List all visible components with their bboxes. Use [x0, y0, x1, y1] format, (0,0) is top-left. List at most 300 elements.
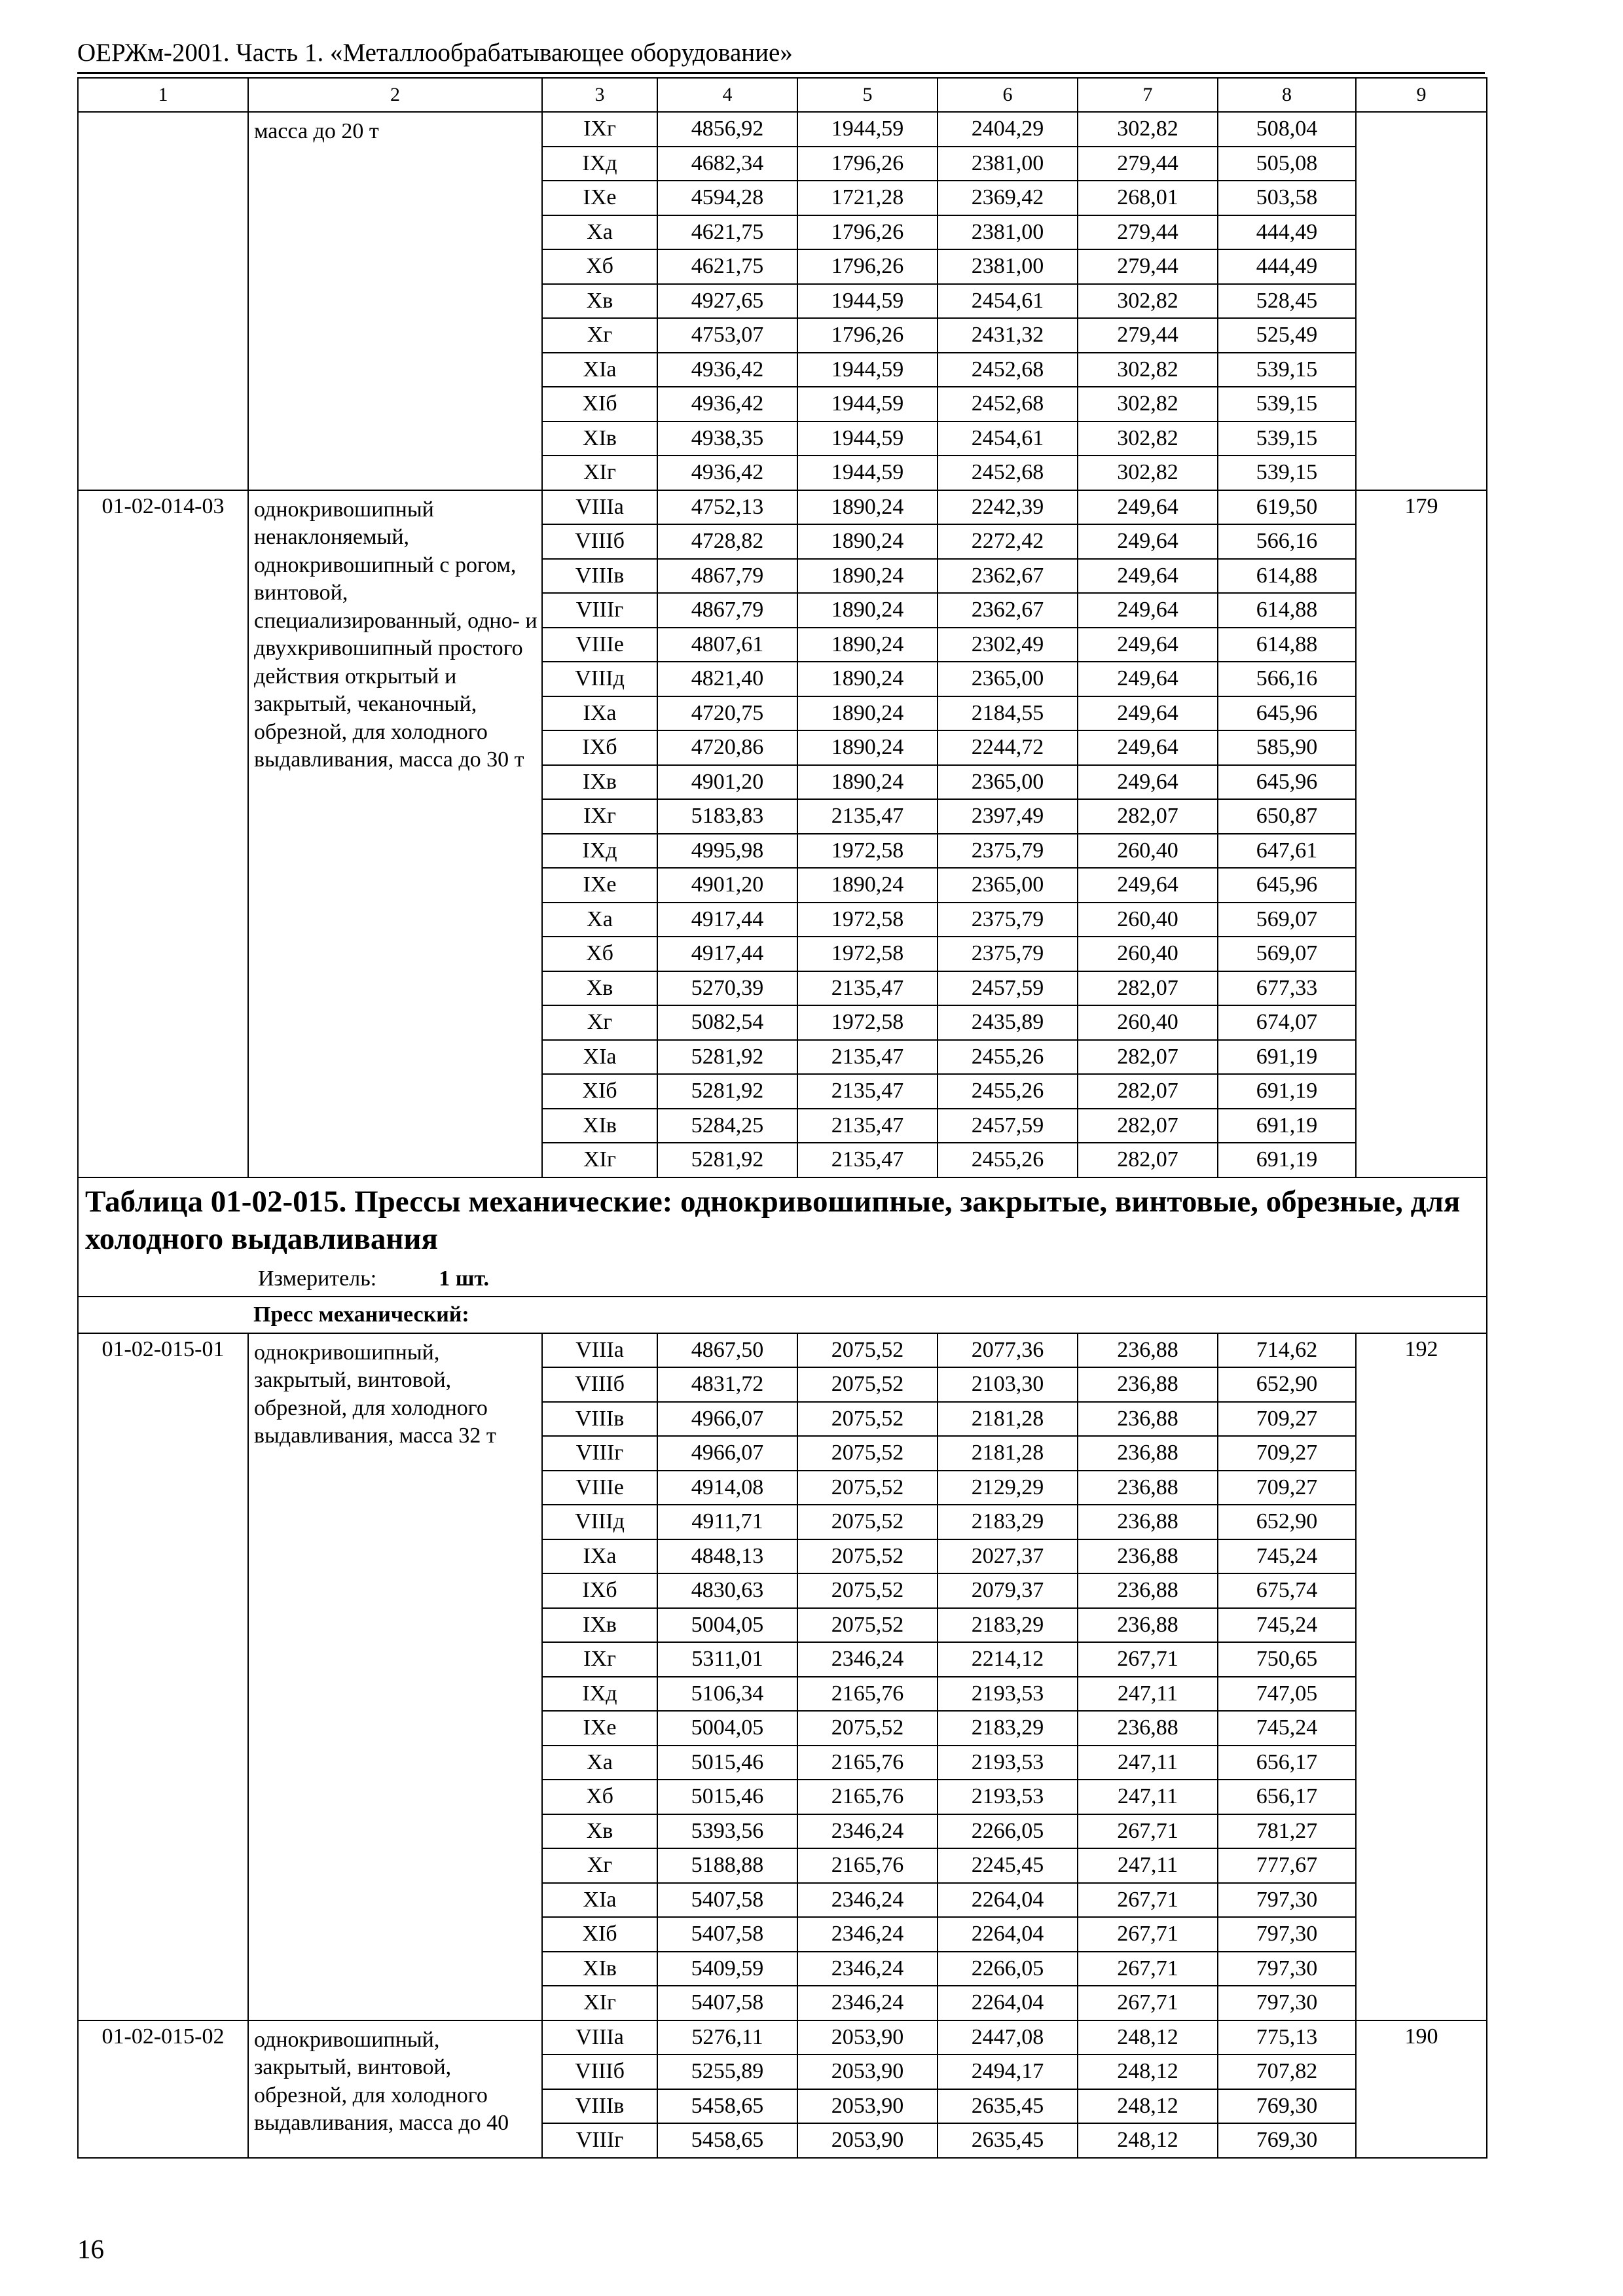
value-cell: 505,08 [1218, 147, 1356, 181]
value-cell: 1972,58 [797, 903, 938, 937]
value-cell: 2346,24 [797, 1986, 938, 2020]
value-cell: 260,40 [1078, 1005, 1218, 1040]
measure-value: 1 шт. [439, 1266, 490, 1291]
value-cell: 2079,37 [938, 1573, 1078, 1608]
value-cell: 236,88 [1078, 1402, 1218, 1437]
value-cell: 1944,59 [797, 284, 938, 319]
value-cell: 5188,88 [657, 1848, 797, 1883]
value-cell: 5015,46 [657, 1780, 797, 1814]
value-cell: 279,44 [1078, 249, 1218, 284]
value-cell: 2454,61 [938, 422, 1078, 456]
value-cell: 2245,45 [938, 1848, 1078, 1883]
value-cell: 4830,63 [657, 1573, 797, 1608]
region-cell: VIIIе [542, 1471, 657, 1505]
value-cell: 4911,71 [657, 1505, 797, 1539]
value-cell: 614,88 [1218, 628, 1356, 662]
value-cell: 2027,37 [938, 1539, 1078, 1574]
item-description: однокривошипный ненаклоняемый, однокривошипный с рогом, винтовой, специализированный, одно- и двухкривошипный простого действия открытый и закрытый, чеканочный, обрезной, для холодного выдавливания, масса до 30 т [248, 490, 542, 1177]
value-cell: 5458,65 [657, 2089, 797, 2124]
value-cell: 775,13 [1218, 2020, 1356, 2055]
value-cell: 302,82 [1078, 112, 1218, 147]
value-cell: 5281,92 [657, 1074, 797, 1109]
value-cell: 302,82 [1078, 422, 1218, 456]
table-title: Таблица 01-02-015. Прессы механические: однокривошипные, закрытые, винтовые, обрезные, для холодного выдавливания [85, 1184, 1461, 1256]
region-cell: VIIIб [542, 1367, 657, 1402]
value-cell: 5004,05 [657, 1711, 797, 1746]
value-cell: 236,88 [1078, 1505, 1218, 1539]
value-cell: 236,88 [1078, 1608, 1218, 1643]
value-cell: 267,71 [1078, 1642, 1218, 1677]
value-cell: 2165,76 [797, 1848, 938, 1883]
value-cell: 260,40 [1078, 937, 1218, 971]
value-cell: 503,58 [1218, 181, 1356, 215]
value-cell: 2075,52 [797, 1505, 938, 1539]
value-cell: 247,11 [1078, 1780, 1218, 1814]
value-cell: 691,19 [1218, 1040, 1356, 1075]
value-cell: 656,17 [1218, 1780, 1356, 1814]
value-cell: 282,07 [1078, 1143, 1218, 1177]
value-cell: 1972,58 [797, 937, 938, 971]
value-cell: 2135,47 [797, 1074, 938, 1109]
region-cell: XIв [542, 1952, 657, 1986]
region-cell: XIб [542, 1917, 657, 1952]
value-cell: 4995,98 [657, 834, 797, 869]
region-cell: XIа [542, 1883, 657, 1918]
region-cell: IXг [542, 799, 657, 834]
value-cell: 4867,50 [657, 1333, 797, 1368]
value-cell: 585,90 [1218, 730, 1356, 765]
value-cell: 2454,61 [938, 284, 1078, 319]
value-cell: 2075,52 [797, 1471, 938, 1505]
value-cell: 508,04 [1218, 112, 1356, 147]
value-cell: 282,07 [1078, 971, 1218, 1006]
value-cell: 645,96 [1218, 765, 1356, 800]
value-cell: 5393,56 [657, 1814, 797, 1849]
value-cell: 566,16 [1218, 524, 1356, 559]
value-cell: 539,15 [1218, 422, 1356, 456]
value-cell: 1944,59 [797, 387, 938, 422]
value-cell: 279,44 [1078, 318, 1218, 353]
value-cell: 4720,86 [657, 730, 797, 765]
value-cell: 2362,67 [938, 559, 1078, 594]
item-description: однокривошипный, закрытый, винтовой, обрезной, для холодного выдавливания, масса до 40 [248, 2020, 542, 2158]
value-cell: 691,19 [1218, 1074, 1356, 1109]
value-cell: 2184,55 [938, 696, 1078, 731]
value-cell: 260,40 [1078, 834, 1218, 869]
value-cell: 1944,59 [797, 456, 938, 490]
value-cell: 236,88 [1078, 1711, 1218, 1746]
table-caption [78, 1177, 1487, 1297]
region-cell: VIIIа [542, 490, 657, 525]
value-cell: 282,07 [1078, 1040, 1218, 1075]
value-cell: 797,30 [1218, 1917, 1356, 1952]
value-cell: 4917,44 [657, 903, 797, 937]
value-cell: 5284,25 [657, 1109, 797, 1143]
table-row [78, 1333, 1487, 1368]
region-cell: XIв [542, 422, 657, 456]
value-cell: 4682,34 [657, 147, 797, 181]
value-cell: 5458,65 [657, 2123, 797, 2158]
value-cell: 4856,92 [657, 112, 797, 147]
region-cell: IXе [542, 181, 657, 215]
value-cell: 745,24 [1218, 1608, 1356, 1643]
value-cell: 1944,59 [797, 112, 938, 147]
value-cell: 1890,24 [797, 593, 938, 628]
value-cell: 248,12 [1078, 2123, 1218, 2158]
value-cell: 656,17 [1218, 1746, 1356, 1780]
region-cell: IXб [542, 730, 657, 765]
value-cell: 1890,24 [797, 490, 938, 525]
region-cell: Xв [542, 1814, 657, 1849]
value-cell: 2452,68 [938, 387, 1078, 422]
value-cell: 5409,59 [657, 1952, 797, 1986]
value-cell: 691,19 [1218, 1143, 1356, 1177]
table-row [78, 490, 1487, 525]
value-cell: 2375,79 [938, 903, 1078, 937]
value-cell: 2165,76 [797, 1780, 938, 1814]
value-cell: 2214,12 [938, 1642, 1078, 1677]
column-number: 8 [1218, 78, 1356, 112]
value-cell: 2103,30 [938, 1367, 1078, 1402]
value-cell: 2193,53 [938, 1677, 1078, 1712]
value-cell: 797,30 [1218, 1986, 1356, 2020]
value-cell: 2272,42 [938, 524, 1078, 559]
value-cell: 4936,42 [657, 387, 797, 422]
value-cell: 2457,59 [938, 971, 1078, 1006]
value-cell: 1796,26 [797, 318, 938, 353]
value-cell: 4728,82 [657, 524, 797, 559]
region-cell: IXд [542, 834, 657, 869]
value-cell: 249,64 [1078, 490, 1218, 525]
region-cell: VIIIб [542, 524, 657, 559]
value-cell: 2244,72 [938, 730, 1078, 765]
value-cell: 2264,04 [938, 1917, 1078, 1952]
value-cell: 249,64 [1078, 696, 1218, 731]
value-cell: 4901,20 [657, 868, 797, 903]
value-cell: 2447,08 [938, 2020, 1078, 2055]
value-cell: 2183,29 [938, 1505, 1078, 1539]
value-cell: 5004,05 [657, 1608, 797, 1643]
value-cell: 1890,24 [797, 628, 938, 662]
column-number: 7 [1078, 78, 1218, 112]
region-cell: Xб [542, 1780, 657, 1814]
region-cell: IXг [542, 112, 657, 147]
column-number: 5 [797, 78, 938, 112]
value-cell: 4901,20 [657, 765, 797, 800]
value-cell: 4594,28 [657, 181, 797, 215]
value-cell: 769,30 [1218, 2123, 1356, 2158]
value-cell: 4867,79 [657, 593, 797, 628]
value-cell: 777,67 [1218, 1848, 1356, 1883]
value-cell: 2135,47 [797, 971, 938, 1006]
value-cell: 2053,90 [797, 2089, 938, 2124]
price-table [77, 77, 1487, 2159]
column-number: 2 [248, 78, 542, 112]
subheading-spacer [78, 1297, 248, 1333]
value-cell: 2346,24 [797, 1952, 938, 1986]
value-cell: 5311,01 [657, 1642, 797, 1677]
value-cell: 247,11 [1078, 1746, 1218, 1780]
region-cell: VIIIа [542, 2020, 657, 2055]
value-cell: 539,15 [1218, 456, 1356, 490]
value-cell: 650,87 [1218, 799, 1356, 834]
value-cell: 709,27 [1218, 1436, 1356, 1471]
value-cell: 248,12 [1078, 2089, 1218, 2124]
value-cell: 1890,24 [797, 765, 938, 800]
value-cell: 645,96 [1218, 868, 1356, 903]
value-cell: 2452,68 [938, 353, 1078, 387]
region-cell: VIIIг [542, 1436, 657, 1471]
value-cell: 2266,05 [938, 1952, 1078, 1986]
value-cell: 525,49 [1218, 318, 1356, 353]
value-cell: 5015,46 [657, 1746, 797, 1780]
item-code: 01-02-014-03 [78, 490, 248, 1177]
item-description: однокривошипный, закрытый, винтовой, обрезной, для холодного выдавливания, масса 32 т [248, 1333, 542, 2020]
measure-label: Измеритель: [258, 1266, 377, 1291]
value-cell: 249,64 [1078, 628, 1218, 662]
value-cell: 4914,08 [657, 1471, 797, 1505]
region-cell: Xб [542, 937, 657, 971]
value-cell: 1890,24 [797, 696, 938, 731]
value-cell: 569,07 [1218, 937, 1356, 971]
value-cell: 2135,47 [797, 1143, 938, 1177]
column-number: 1 [78, 78, 248, 112]
value-cell: 4807,61 [657, 628, 797, 662]
value-cell: 709,27 [1218, 1471, 1356, 1505]
value-cell: 1944,59 [797, 353, 938, 387]
value-cell: 2075,52 [797, 1711, 938, 1746]
value-cell: 279,44 [1078, 147, 1218, 181]
value-cell: 2362,67 [938, 593, 1078, 628]
value-cell: 4752,13 [657, 490, 797, 525]
value-cell: 645,96 [1218, 696, 1356, 731]
value-cell: 2381,00 [938, 249, 1078, 284]
column-number: 4 [657, 78, 797, 112]
value-cell: 4917,44 [657, 937, 797, 971]
value-cell: 2397,49 [938, 799, 1078, 834]
region-cell: VIIIд [542, 662, 657, 696]
region-cell: IXд [542, 1677, 657, 1712]
value-cell: 619,50 [1218, 490, 1356, 525]
value-cell: 2075,52 [797, 1539, 938, 1574]
value-cell: 1890,24 [797, 524, 938, 559]
column-number: 3 [542, 78, 657, 112]
value-cell: 247,11 [1078, 1848, 1218, 1883]
value-cell: 2181,28 [938, 1436, 1078, 1471]
value-cell: 2346,24 [797, 1642, 938, 1677]
value-cell: 797,30 [1218, 1952, 1356, 1986]
value-cell: 2075,52 [797, 1402, 938, 1437]
value-cell: 249,64 [1078, 524, 1218, 559]
value-cell: 5106,34 [657, 1677, 797, 1712]
region-cell: IXе [542, 868, 657, 903]
value-cell: 5281,92 [657, 1143, 797, 1177]
region-cell: XIг [542, 1143, 657, 1177]
value-cell: 674,07 [1218, 1005, 1356, 1040]
value-cell: 2053,90 [797, 2123, 938, 2158]
value-cell: 2193,53 [938, 1746, 1078, 1780]
item-code: 01-02-015-02 [78, 2020, 248, 2158]
value-cell: 714,62 [1218, 1333, 1356, 1368]
value-cell: 2266,05 [938, 1814, 1078, 1849]
value-cell: 2077,36 [938, 1333, 1078, 1368]
value-cell: 691,19 [1218, 1109, 1356, 1143]
value-cell: 5276,11 [657, 2020, 797, 2055]
value-cell: 4927,65 [657, 284, 797, 319]
value-cell: 267,71 [1078, 1883, 1218, 1918]
value-cell: 2075,52 [797, 1436, 938, 1471]
region-cell: Xа [542, 903, 657, 937]
value-cell: 1890,24 [797, 868, 938, 903]
value-cell: 302,82 [1078, 284, 1218, 319]
region-cell: Xб [542, 249, 657, 284]
value-cell: 444,49 [1218, 249, 1356, 284]
subheading-row [78, 1297, 1487, 1333]
value-cell: 267,71 [1078, 1952, 1218, 1986]
value-cell: 675,74 [1218, 1573, 1356, 1608]
value-cell: 539,15 [1218, 387, 1356, 422]
column-number-row [78, 78, 1487, 112]
value-cell: 267,71 [1078, 1986, 1218, 2020]
region-cell: IXв [542, 1608, 657, 1643]
value-cell: 260,40 [1078, 903, 1218, 937]
value-cell: 444,49 [1218, 215, 1356, 250]
region-cell: VIIIб [542, 2054, 657, 2089]
value-cell: 236,88 [1078, 1539, 1218, 1574]
value-cell: 2193,53 [938, 1780, 1078, 1814]
column-number: 6 [938, 78, 1078, 112]
region-cell: VIIIг [542, 593, 657, 628]
value-cell: 614,88 [1218, 593, 1356, 628]
item-code [78, 112, 248, 490]
value-cell: 652,90 [1218, 1505, 1356, 1539]
value-cell: 1944,59 [797, 422, 938, 456]
region-cell: VIIIа [542, 1333, 657, 1368]
value-cell: 569,07 [1218, 903, 1356, 937]
region-cell: VIIIв [542, 1402, 657, 1437]
value-cell: 302,82 [1078, 387, 1218, 422]
value-cell: 2181,28 [938, 1402, 1078, 1437]
value-cell: 2381,00 [938, 147, 1078, 181]
value-cell: 2075,52 [797, 1367, 938, 1402]
value-cell: 5270,39 [657, 971, 797, 1006]
value-cell: 4848,13 [657, 1539, 797, 1574]
value-cell: 1890,24 [797, 730, 938, 765]
item-count [1356, 112, 1487, 490]
value-cell: 2375,79 [938, 834, 1078, 869]
value-cell: 2264,04 [938, 1986, 1078, 2020]
item-count: 190 [1356, 2020, 1487, 2158]
value-cell: 236,88 [1078, 1471, 1218, 1505]
page-header: ОЕРЖм-2001. Часть 1. «Металлообрабатывающее оборудование» [77, 39, 793, 67]
value-cell: 781,27 [1218, 1814, 1356, 1849]
value-cell: 5255,89 [657, 2054, 797, 2089]
value-cell: 4621,75 [657, 249, 797, 284]
value-cell: 267,71 [1078, 1814, 1218, 1849]
measure-unit [258, 1266, 1482, 1292]
value-cell: 2242,39 [938, 490, 1078, 525]
value-cell: 1890,24 [797, 662, 938, 696]
value-cell: 2635,45 [938, 2089, 1078, 2124]
value-cell: 279,44 [1078, 215, 1218, 250]
value-cell: 745,24 [1218, 1711, 1356, 1746]
table-body [78, 78, 1487, 2158]
value-cell: 2302,49 [938, 628, 1078, 662]
region-cell: XIа [542, 1040, 657, 1075]
column-number: 9 [1356, 78, 1487, 112]
value-cell: 2183,29 [938, 1608, 1078, 1643]
region-cell: IXг [542, 1642, 657, 1677]
value-cell: 282,07 [1078, 1074, 1218, 1109]
value-cell: 2264,04 [938, 1883, 1078, 1918]
value-cell: 2494,17 [938, 2054, 1078, 2089]
page-number: 16 [77, 2234, 104, 2264]
value-cell: 4966,07 [657, 1402, 797, 1437]
value-cell: 2455,26 [938, 1040, 1078, 1075]
value-cell: 539,15 [1218, 353, 1356, 387]
value-cell: 677,33 [1218, 971, 1356, 1006]
value-cell: 2053,90 [797, 2020, 938, 2055]
value-cell: 2365,00 [938, 765, 1078, 800]
value-cell: 2075,52 [797, 1608, 938, 1643]
value-cell: 647,61 [1218, 834, 1356, 869]
value-cell: 797,30 [1218, 1883, 1356, 1918]
region-cell: IXа [542, 1539, 657, 1574]
value-cell: 236,88 [1078, 1436, 1218, 1471]
table-row [78, 2020, 1487, 2055]
value-cell: 4966,07 [657, 1436, 797, 1471]
value-cell: 709,27 [1218, 1402, 1356, 1437]
region-cell: VIIIд [542, 1505, 657, 1539]
value-cell: 5407,58 [657, 1986, 797, 2020]
region-cell: VIIIг [542, 2123, 657, 2158]
value-cell: 2135,47 [797, 1040, 938, 1075]
region-cell: IXд [542, 147, 657, 181]
value-cell: 2183,29 [938, 1711, 1078, 1746]
value-cell: 2435,89 [938, 1005, 1078, 1040]
value-cell: 2346,24 [797, 1814, 938, 1849]
value-cell: 4831,72 [657, 1367, 797, 1402]
value-cell: 745,24 [1218, 1539, 1356, 1574]
region-cell: XIв [542, 1109, 657, 1143]
value-cell: 282,07 [1078, 799, 1218, 834]
value-cell: 302,82 [1078, 353, 1218, 387]
value-cell: 4821,40 [657, 662, 797, 696]
region-cell: XIг [542, 1986, 657, 2020]
item-count: 179 [1356, 490, 1487, 1177]
value-cell: 2135,47 [797, 1109, 938, 1143]
value-cell: 2135,47 [797, 799, 938, 834]
value-cell: 2075,52 [797, 1333, 938, 1368]
value-cell: 769,30 [1218, 2089, 1356, 2124]
value-cell: 2346,24 [797, 1883, 938, 1918]
value-cell: 302,82 [1078, 456, 1218, 490]
value-cell: 1796,26 [797, 215, 938, 250]
value-cell: 2455,26 [938, 1074, 1078, 1109]
region-cell: IXб [542, 1573, 657, 1608]
value-cell: 2369,42 [938, 181, 1078, 215]
value-cell: 2381,00 [938, 215, 1078, 250]
value-cell: 4753,07 [657, 318, 797, 353]
item-count: 192 [1356, 1333, 1487, 2020]
value-cell: 1972,58 [797, 1005, 938, 1040]
value-cell: 2075,52 [797, 1573, 938, 1608]
value-cell: 2635,45 [938, 2123, 1078, 2158]
value-cell: 1890,24 [797, 559, 938, 594]
value-cell: 248,12 [1078, 2020, 1218, 2055]
value-cell: 1796,26 [797, 249, 938, 284]
value-cell: 2452,68 [938, 456, 1078, 490]
